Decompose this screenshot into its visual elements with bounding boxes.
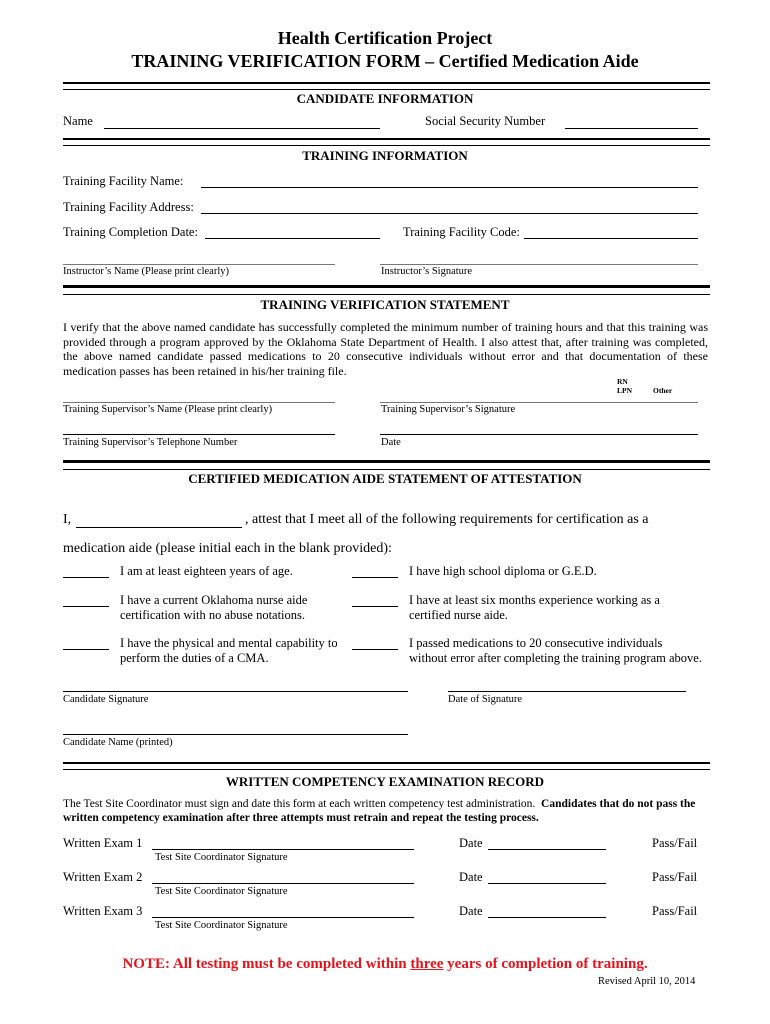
initial-blank-2[interactable] <box>352 577 398 578</box>
exam-2-label: Written Exam 2 <box>63 870 143 884</box>
candidate-signature-field[interactable] <box>63 691 408 692</box>
completion-date-field[interactable] <box>205 238 380 239</box>
candidate-name-printed-field[interactable] <box>63 734 408 735</box>
requirement-5b: perform the duties of a CMA. <box>120 651 269 665</box>
supervisor-phone-field[interactable] <box>63 434 335 435</box>
exam-2-signature-label: Test Site Coordinator Signature <box>155 886 288 897</box>
exam-1-signature-label: Test Site Coordinator Signature <box>155 852 288 863</box>
attest-text-2: medication aide (please initial each in the blank provided): <box>63 541 392 556</box>
footer-note <box>0 956 770 973</box>
instructor-name-label: Instructor’s Name (Please print clearly) <box>63 266 229 277</box>
candidate-signature-label: Candidate Signature <box>63 694 149 705</box>
exam-2-date-field[interactable] <box>488 883 606 884</box>
exam-3-date-field[interactable] <box>488 917 606 918</box>
ssn-field[interactable] <box>565 128 698 129</box>
divider <box>63 82 710 90</box>
exam-record-intro <box>63 797 708 825</box>
signature-date-label: Date of Signature <box>448 694 523 705</box>
initial-blank-1[interactable] <box>63 577 109 578</box>
training-info-heading: TRAINING INFORMATION <box>302 148 468 163</box>
facility-address-field[interactable] <box>201 213 698 214</box>
exam-3-date-label: Date <box>459 904 483 918</box>
form-subtitle: TRAINING VERIFICATION FORM – Certified Medication Aide <box>131 51 639 71</box>
note-post: years of completion of training. <box>443 956 648 972</box>
attestation-heading: CERTIFIED MEDICATION AIDE STATEMENT OF ATTESTATION <box>188 471 582 486</box>
supervisor-date-field[interactable] <box>380 434 698 435</box>
name-field[interactable] <box>104 128 380 129</box>
facility-name-field[interactable] <box>201 187 698 188</box>
completion-date-label: Training Completion Date: <box>63 225 198 239</box>
exam-1-date-field[interactable] <box>488 849 606 850</box>
exam-1-date-label: Date <box>459 836 483 850</box>
supervisor-name-field[interactable] <box>63 402 335 403</box>
initial-blank-5[interactable] <box>63 649 109 650</box>
exam-1-label: Written Exam 1 <box>63 836 143 850</box>
supervisor-date-label: Date <box>381 437 401 448</box>
candidate-info-heading: CANDIDATE INFORMATION <box>296 91 474 106</box>
instructor-signature-label: Instructor’s Signature <box>381 266 473 277</box>
requirement-6a: I passed medications to 20 consecutive individuals <box>409 636 663 650</box>
facility-code-field[interactable] <box>524 238 698 239</box>
divider <box>63 285 710 295</box>
requirement-1: I am at least eighteen years of age. <box>120 564 293 578</box>
other-label: Other <box>653 386 673 395</box>
note-underlined: three <box>410 956 444 972</box>
exam-1-signature-field[interactable] <box>152 849 414 850</box>
name-label: Name <box>63 114 93 128</box>
facility-address-label: Training Facility Address: <box>63 200 194 214</box>
exam-intro-bold: Candidates that do not pass the written competency examination after three attempts must retrain and repeat the testing process. <box>63 798 696 824</box>
supervisor-name-label: Training Supervisor’s Name (Please print clearly) <box>63 404 273 415</box>
attestant-name-field[interactable] <box>76 527 242 528</box>
attest-i-label: I, <box>63 512 72 527</box>
requirement-6b: without error after completing the training program above. <box>409 651 702 665</box>
exam-intro-plain: The Test Site Coordinator must sign and date this form at each written competency test administration. <box>63 798 536 810</box>
initial-blank-4[interactable] <box>352 606 398 607</box>
requirement-4a: I have at least six months experience working as a <box>409 593 660 607</box>
supervisor-signature-field[interactable] <box>380 402 698 403</box>
signature-date-field[interactable] <box>448 691 686 692</box>
facility-name-label: Training Facility Name: <box>63 174 184 188</box>
divider <box>63 460 710 470</box>
instructor-signature-field[interactable] <box>380 264 698 265</box>
rn-label: RN <box>617 377 628 386</box>
requirement-5a: I have the physical and mental capability to <box>120 636 338 650</box>
exam-3-signature-field[interactable] <box>152 917 414 918</box>
instructor-name-field[interactable] <box>63 264 335 265</box>
initial-blank-6[interactable] <box>352 649 398 650</box>
attest-text: , attest that I meet all of the following requirements for certification as a <box>245 512 649 527</box>
exam-2-date-label: Date <box>459 870 483 884</box>
requirement-4b: certified nurse aide. <box>409 608 508 622</box>
form-title: Health Certification Project <box>277 28 493 48</box>
requirement-3b: certification with no abuse notations. <box>120 608 306 622</box>
candidate-name-printed-label: Candidate Name (printed) <box>63 737 173 748</box>
supervisor-phone-label: Training Supervisor’s Telephone Number <box>63 437 238 448</box>
exam-record-heading: WRITTEN COMPETENCY EXAMINATION RECORD <box>225 774 545 789</box>
supervisor-signature-label: Training Supervisor’s Signature <box>381 404 516 415</box>
divider <box>63 762 710 770</box>
divider <box>63 138 710 146</box>
note-pre: NOTE: All testing must be completed within <box>122 956 411 972</box>
exam-3-result: Pass/Fail <box>652 904 698 918</box>
exam-1-result: Pass/Fail <box>652 836 698 850</box>
exam-3-label: Written Exam 3 <box>63 904 143 918</box>
requirement-2: I have high school diploma or G.E.D. <box>409 564 597 578</box>
verification-heading: TRAINING VERIFICATION STATEMENT <box>260 297 510 312</box>
lpn-label: LPN <box>617 386 632 395</box>
exam-2-signature-field[interactable] <box>152 883 414 884</box>
exam-3-signature-label: Test Site Coordinator Signature <box>155 920 288 931</box>
ssn-label: Social Security Number <box>425 114 546 128</box>
initial-blank-3[interactable] <box>63 606 109 607</box>
verification-text: I verify that the above named candidate has successfully completed the minimum number of training hours and that this training was provided through a program approved by the Oklahoma State Department of Health. I also attest that, after training was completed, the above named candidate passed medications to 20 consecutive individuals without error and that documentation of these medication passes has been retained in his/her training file. <box>63 320 708 378</box>
requirement-3a: I have a current Oklahoma nurse aide <box>120 593 308 607</box>
exam-2-result: Pass/Fail <box>652 870 698 884</box>
revised-date: Revised April 10, 2014 <box>598 976 696 987</box>
facility-code-label: Training Facility Code: <box>403 225 520 239</box>
